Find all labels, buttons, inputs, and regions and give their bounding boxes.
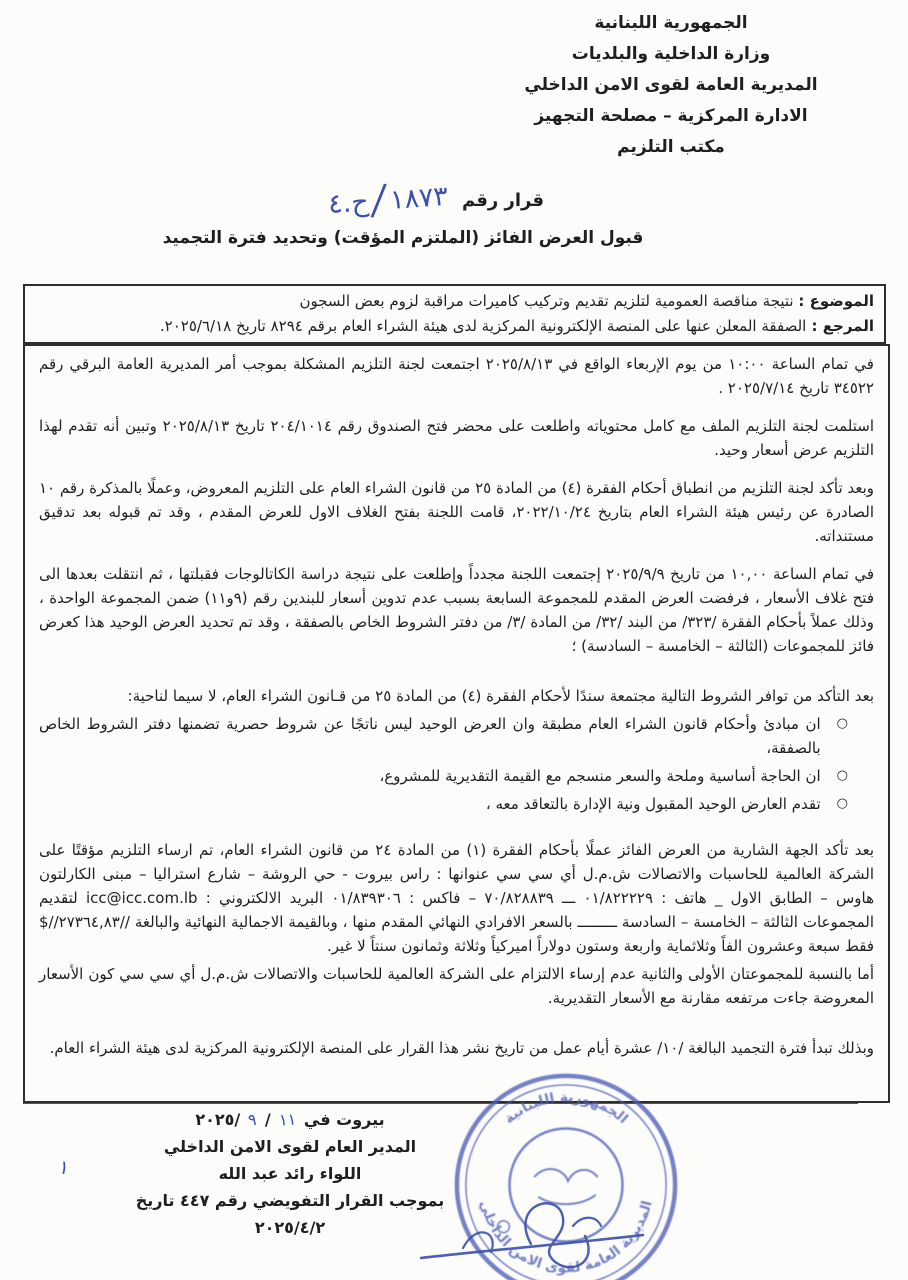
svg-text:المديرية العامة لقوى الامن الد	[476, 1199, 655, 1277]
subject-line	[35, 289, 874, 314]
decree-number-label: قرار رقم	[461, 189, 545, 211]
decree-number-handwritten	[327, 174, 450, 227]
condition-text: ان مبادئ وأحكام قانون الشراء العام مطبقة وان العرض الوحيد ليس ناتجًا عن شروط حصرية تضمنها دفتر الشروط الخاص بالصفقة،	[39, 715, 821, 757]
letterhead-directorate: المديرية العامة لقوى الامن الداخلي	[524, 75, 818, 95]
stamp-top-text: الجمهورية اللبنانية	[501, 1089, 631, 1128]
box-bottom-rule	[23, 1103, 858, 1104]
stamp-outer-ring	[457, 1076, 675, 1280]
reference-line	[35, 314, 874, 339]
decree-subtitle: قبول العرض الفائز (الملتزم المؤقت) وتحديد فترة التجميد	[162, 228, 644, 248]
paragraph-article25: وبعد تأكد لجنة التلزيم من انطباق أحكام الفقرة (٤) من المادة ٢٥ من قانون الشراء العام على التلزيم المعروض، وعملًا بالمذكرة رقم ١٠ الصادرة عن رئيس هيئة الشراء العام بتاريخ ٢٠٢٢/١٠/٢٤، قامت اللجنة بفتح الغلاف الاول للعرض المقدم ، وقد تم قبوله بعد تدقيق مستنداته.	[39, 479, 874, 545]
condition-item	[39, 764, 848, 788]
director-title: المدير العام لقوى الامن الداخلي	[163, 1137, 417, 1156]
letterhead-administration: الادارة المركزية – مصلحة التجهيز	[534, 106, 808, 126]
stamp-outer-ring-inner-line	[466, 1085, 666, 1280]
decree-number-slash: /	[369, 174, 390, 227]
stamp-center-calligraphy	[534, 1169, 597, 1204]
paragraph-price-envelope: في تمام الساعة ١٠,٠٠ من تاريخ ٢٠٢٥/٩/٩ إجتمعت اللجنة مجدداً وإطلعت على نتيجة دراسة الكاتالوجات فقبلتها ، ثم انتقلت بعدها الى فتح غلاف الأسعار ، فرفضت العرض المقدم للمجموعة السابعة بسبب عدم تدوين أسعار للبندين رقم (٩و١١) ضمن المجموعة الواحدة ، وذلك عملاً بأحكام الفقرة /٣٢٣/ من البند /٣٢/ من المادة /٣/ من دفتر الشروط الخاص بالصفقة ، وقد تم تحديد العرض الوحيد هذا كعرض فائز للمجموعات (الثالثة – الخامسة – السادسة) ؛	[39, 565, 874, 655]
signature-city-label: بيروت في	[303, 1110, 385, 1129]
letterhead-ministry: وزارة الداخلية والبلديات	[571, 44, 771, 64]
signature-year: /٢٠٢٥	[195, 1110, 241, 1129]
bullet-circle-icon: ○	[836, 796, 848, 811]
signature-block	[110, 1106, 470, 1241]
condition-text: ان الحاجة أساسية وملحة والسعر منسجم مع القيمة التقديرية للمشروع،	[379, 767, 821, 785]
signature-month-handwritten: ٩	[247, 1109, 258, 1130]
stamp-bottom-text: المديرية العامة لقوى الامن الداخلي	[476, 1198, 656, 1277]
paragraph-groups-rejected: أما بالنسبة للمجموعتان الأولى والثانية عدم إرساء الالتزام على الشركة العالمية للحاسبات والاتصالات ش.م.ل أي سي سي كون الأسعار المعروضة جاءت مرتفعه مقارنة مع الأسعار التقديرية.	[39, 965, 874, 1007]
subject-text: نتيجة مناقصة العمومية لتلزيم تقديم وتركيب كاميرات مراقبة لزوم بعض السجون	[299, 292, 794, 310]
condition-item	[39, 792, 848, 816]
delegation-line: بموجب القرار التفويضي رقم ٤٤٧ تاريخ ٢٠٢٥/٤/٢	[135, 1191, 445, 1237]
paragraph-conditions-intro: بعد التأكد من توافر الشروط التالية مجتمعة سندًا لأحكام الفقرة (٤) من المادة ٢٥ من قـانون الشراء العام، لا سيما لناحية:	[127, 687, 874, 705]
reference-label: المرجع :	[806, 317, 874, 335]
subject-label: الموضوع :	[798, 292, 874, 310]
handwritten-mark: ١	[56, 1156, 72, 1180]
decree-title-row	[0, 174, 890, 227]
condition-text: تقدم العارض الوحيد المقبول ونية الإدارة بالتعاقد معه ،	[485, 795, 821, 813]
reference-text: الصفقة المعلن عنها على المنصة الإلكترونية المركزية لدى هيئة الشراء العام برقم ٨٢٩٤ تاريخ ٢٠٢٥/٦/١٨.	[159, 317, 807, 335]
paragraph-award: بعد تأكد الجهة الشارية من العرض الفائز عملًا بأحكام الفقرة (١) من المادة ٢٤ من قانون الشراء العام، تم ارساء التلزيم مؤقتًا على الشركة العالمية للحاسبات والاتصالات ش.م.ل أي سي سي عنوانها : راس بيروت - حي الروشة – شارع استراليا – مبنى الكارلتون هاوس – الطابق الاول _ هاتف : ٠١/٨٢٢٢٢٩ ـــ ٧٠/٨٢٨٨٣٩ – فاكس : ٠١/٨٣٩٣٠٦ البريد الالكتروني : icc@icc.com.lb لتقديم المجموعات الثالثة – الخامسة – السادسة ـــــــــ بالسعر الافرادي النهائي المقدم منها ، وبالقيمة الاجمالية النهائية والبالغة //٢٧٣٦٤,٨٣//$ فقط سبعة وعشرون الفاً وثلاثماية واربعة وستون دولاراً اميركياً وثلاثة وثمانون سنتاً لا غير.	[39, 841, 875, 955]
paragraph-freeze-period: وبذلك تبدأ فترة التجميد البالغة /١٠/ عشرة أيام عمل من تاريخ نشر هذا القرار على المنصة الإلكترونية المركزية لدى هيئة الشراء العام.	[49, 1039, 874, 1057]
decree-body-box	[23, 344, 890, 1103]
stamp-ornament-dot	[498, 1221, 510, 1233]
subject-reference-box	[23, 284, 886, 344]
decree-number-suffix: ح.٤	[327, 185, 370, 220]
bullet-circle-icon: ○	[836, 716, 848, 731]
condition-item	[39, 712, 848, 760]
bullet-circle-icon: ○	[836, 768, 848, 783]
decree-number-digits: ١٨٧٣	[388, 180, 449, 216]
paragraph-committee-meeting: في تمام الساعة ١٠:٠٠ من يوم الإربعاء الواقع في ٢٠٢٥/٨/١٣ اجتمعت لجنة التلزيم المشكلة بموجب أمر المديرية العامة البرقي رقم ٣٤٥٢٢ تاريخ ٢٠٢٥/٧/١٤ .	[39, 355, 874, 397]
signature-date-line	[110, 1106, 470, 1133]
paragraph-file-received: استلمت لجنة التلزيم الملف مع كامل محتوياته واطلعت على محضر فتح الصندوق رقم ٢٠٤/١٠١٤ تاريخ ٢٠٢٥/٨/١٣ وتبين أنه تقدم لهذا التلزيم عرض أسعار وحيد.	[39, 417, 874, 459]
letterhead-republic: الجمهورية اللبنانية	[594, 13, 748, 33]
letterhead	[446, 8, 896, 163]
director-name: اللواء رائد عبد الله	[218, 1164, 362, 1183]
letterhead-office: مكتب التلزيم	[617, 137, 725, 157]
signature-date-separator: /	[264, 1110, 271, 1129]
signature-day-handwritten: ١١	[278, 1109, 297, 1130]
stamp-inner-ring	[509, 1128, 622, 1241]
conditions-list	[39, 712, 874, 816]
